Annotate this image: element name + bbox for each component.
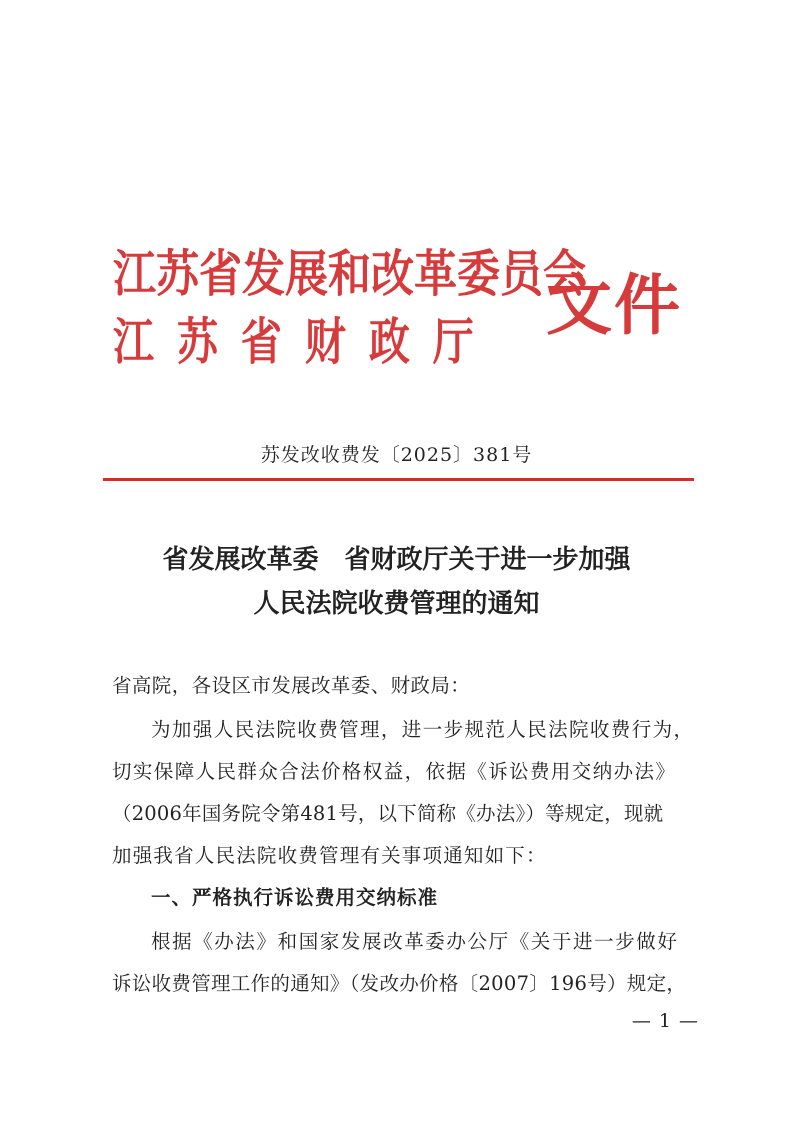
section-line: 诉讼收费管理工作的通知》（发改办价格〔2007〕196号）规定， <box>112 972 687 995</box>
document-number: 苏发改收费发〔2025〕381号 <box>260 444 533 466</box>
title-line-1-rest: 省财政厅关于进一步加强 <box>344 545 631 575</box>
body-line: 为加强人民法院收费管理，进一步规范人民法院收费行为， <box>151 718 695 741</box>
section-line: 根据《办法》和国家发展改革委办公厅《关于进一步做好 <box>151 930 679 953</box>
title-line-1-issuer: 省发展改革委 <box>162 545 319 575</box>
issuer-header <box>113 238 683 383</box>
section-heading: 一、严格执行诉讼费用交纳标准 <box>151 886 439 909</box>
issuer-suffix: 文件 <box>546 267 682 344</box>
issuer-name-development-reform: 江苏省发展和改革委员会 <box>113 245 586 303</box>
page-number: — 1 — <box>631 1010 699 1032</box>
red-divider <box>103 478 694 481</box>
issuer-name-finance: 江苏省财政厅 <box>113 313 497 371</box>
title-line-2: 人民法院收费管理的通知 <box>253 589 540 619</box>
title-line-1 <box>0 538 793 582</box>
document-title <box>0 538 793 626</box>
salutation: 省高院，各设区市发展改革委、财政局： <box>112 674 471 697</box>
body-line: 加强我省人民法院收费管理有关事项通知如下： <box>112 844 547 867</box>
body-line: （2006年国务院令第481号，以下简称《办法》）等规定，现就 <box>112 802 664 825</box>
body-line: 切实保障人民群众合法价格权益，依据《诉讼费用交纳办法》 <box>112 760 677 783</box>
